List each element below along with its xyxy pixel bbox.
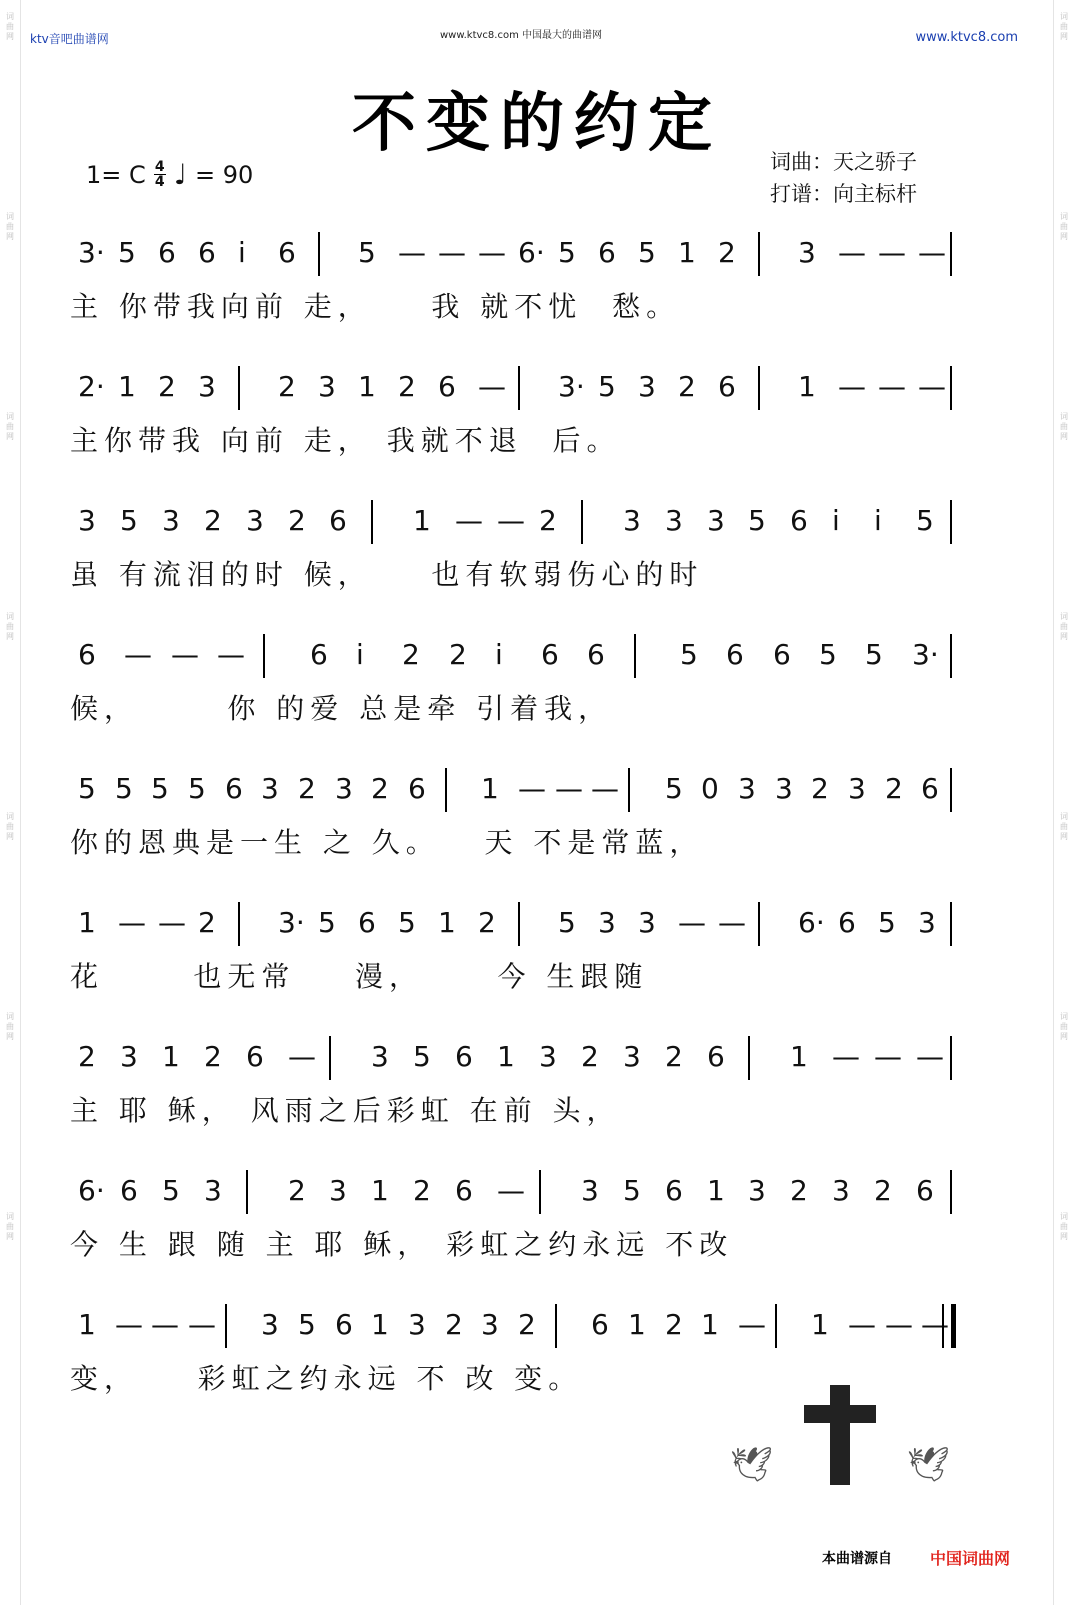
note: 3 (638, 906, 656, 939)
note: 2 (158, 370, 176, 403)
side-watermark: 词 曲 网 (6, 612, 14, 641)
note: 3 (335, 772, 353, 805)
note: 2 (298, 772, 316, 805)
note: 3 (581, 1174, 599, 1207)
note: 2 (518, 1308, 536, 1341)
note: 2· (78, 370, 105, 403)
note: 3 (198, 370, 216, 403)
note: — (921, 1308, 949, 1341)
note: 1 (798, 370, 816, 403)
note: 6 (790, 504, 808, 537)
note: 2 (718, 236, 736, 269)
dove-icon: 🕊 (730, 1445, 774, 1485)
note: — (118, 906, 146, 939)
side-watermark: 词 曲 网 (1060, 1212, 1068, 1241)
side-watermark: 词 曲 网 (6, 1212, 14, 1241)
header-tagline: www.ktvc8.com 中国最大的曲谱网 (440, 30, 603, 41)
note: — (838, 370, 866, 403)
note: 1 (438, 906, 456, 939)
bar-line (775, 1304, 777, 1348)
bar-line (950, 634, 952, 678)
score-line (70, 892, 970, 1002)
note: 5 (865, 638, 883, 671)
lyrics-row: 虽 有流泪的时 候， 也有软弱伤心的时 (70, 558, 704, 591)
note: 6 (921, 772, 939, 805)
note: 2 (78, 1040, 96, 1073)
note: — (518, 772, 546, 805)
note: 2 (288, 1174, 306, 1207)
bar-line (628, 768, 630, 812)
lyrics-music-credit: 词曲：天之骄子 (770, 150, 917, 174)
lyrics-row: 变， 彩虹之约永远 不 改 变。 (70, 1362, 583, 1395)
note: 5 (115, 772, 133, 805)
note: 5 (318, 906, 336, 939)
note: 5 (638, 236, 656, 269)
bar-line (225, 1304, 227, 1348)
note: — (591, 772, 619, 805)
notation-row (70, 1026, 970, 1086)
note: 5 (916, 504, 934, 537)
bar-line (748, 1036, 750, 1080)
note: i (356, 638, 364, 671)
note: 6 (310, 638, 328, 671)
note: 3 (848, 772, 866, 805)
note: 6 (707, 1040, 725, 1073)
bar-line (758, 366, 760, 410)
note: 3 (775, 772, 793, 805)
note: — (678, 906, 706, 939)
note: 6 (587, 638, 605, 671)
score-line (70, 624, 970, 734)
note: 3 (162, 504, 180, 537)
cross-icon (830, 1385, 850, 1485)
note: i (238, 236, 246, 269)
note: — (918, 236, 946, 269)
note: 1 (78, 906, 96, 939)
note: 2 (198, 906, 216, 939)
notation-row (70, 490, 970, 550)
bar-line (539, 1170, 541, 1214)
note: — (124, 638, 152, 671)
note: 6· (78, 1174, 105, 1207)
note: 6 (78, 638, 96, 671)
note: 2 (288, 504, 306, 537)
note: 5 (598, 370, 616, 403)
notation-row (70, 758, 970, 818)
note: 5 (665, 772, 683, 805)
note: — (288, 1040, 316, 1073)
note: 3 (329, 1174, 347, 1207)
quarter-note-icon: ♩ (173, 158, 187, 191)
bar-line (950, 902, 952, 946)
note: 3· (78, 236, 105, 269)
note: 3 (204, 1174, 222, 1207)
note: 3 (638, 370, 656, 403)
note: 1 (497, 1040, 515, 1073)
note: 6 (916, 1174, 934, 1207)
bar-line (445, 768, 447, 812)
note: 2 (445, 1308, 463, 1341)
lyrics-row: 候， 你 的爱 总是牵 引着我， (70, 692, 613, 725)
note: 5 (120, 504, 138, 537)
note: 6 (358, 906, 376, 939)
bar-line (518, 366, 520, 410)
footer-source-label: 本曲谱源自 (822, 1551, 892, 1567)
side-watermark: 词 曲 网 (6, 812, 14, 841)
bar-line (950, 1036, 952, 1080)
note: 3 (261, 1308, 279, 1341)
note: — (885, 1308, 913, 1341)
note: 6 (718, 370, 736, 403)
note: 1 (162, 1040, 180, 1073)
score-line (70, 490, 970, 600)
note: — (832, 1040, 860, 1073)
notation-row (70, 892, 970, 952)
header-site-name[interactable]: ktv音吧曲谱网 (30, 32, 109, 46)
notation-row (70, 356, 970, 416)
note: 3 (918, 906, 936, 939)
note: — (188, 1308, 216, 1341)
note: 1 (628, 1308, 646, 1341)
right-watermark-strip (1053, 0, 1074, 1605)
note: 3 (832, 1174, 850, 1207)
note: — (478, 236, 506, 269)
bar-line (758, 232, 760, 276)
note: 3 (623, 1040, 641, 1073)
credits (770, 146, 917, 210)
note: — (916, 1040, 944, 1073)
note: 0 (701, 772, 719, 805)
note: 2 (449, 638, 467, 671)
note: 6 (329, 504, 347, 537)
note: 6 (198, 236, 216, 269)
note: 3· (912, 638, 939, 671)
note: 6 (591, 1308, 609, 1341)
note: 3 (707, 504, 725, 537)
notation-row (70, 222, 970, 282)
note: 2 (874, 1174, 892, 1207)
note: 2 (581, 1040, 599, 1073)
note: 5 (878, 906, 896, 939)
bar-line (371, 500, 373, 544)
note: 2 (278, 370, 296, 403)
note: — (838, 236, 866, 269)
cross-bar (804, 1405, 876, 1423)
note: 5 (151, 772, 169, 805)
note: 6 (120, 1174, 138, 1207)
note: 2 (678, 370, 696, 403)
side-watermark: 词 曲 网 (1060, 212, 1068, 241)
note: 2 (371, 772, 389, 805)
note: 3 (246, 504, 264, 537)
note: — (497, 1174, 525, 1207)
lyrics-row: 主 耶 稣， 风雨之后彩虹 在前 头， (70, 1094, 621, 1127)
note: 3 (623, 504, 641, 537)
side-watermark: 词 曲 网 (1060, 612, 1068, 641)
lyrics-row: 主 你带我向前 走， 我 就不忧 愁。 (70, 290, 681, 323)
notation-row (70, 1160, 970, 1220)
bar-line (246, 1170, 248, 1214)
note: 3 (665, 504, 683, 537)
bar-line (329, 1036, 331, 1080)
note: 2 (204, 1040, 222, 1073)
note: 5 (298, 1308, 316, 1341)
note: 6· (798, 906, 825, 939)
bar-line (238, 902, 240, 946)
note: i (874, 504, 882, 537)
note: 2 (665, 1040, 683, 1073)
note: 3 (598, 906, 616, 939)
footer-source-name[interactable]: 中国词曲网 (930, 1549, 1011, 1568)
note: 5 (680, 638, 698, 671)
bar-line (318, 232, 320, 276)
note: 6 (838, 906, 856, 939)
note: — (398, 236, 426, 269)
note: — (115, 1308, 143, 1341)
note: 1 (790, 1040, 808, 1073)
note: — (171, 638, 199, 671)
note: 3 (481, 1308, 499, 1341)
note: 1 (481, 772, 499, 805)
lyrics-row: 花 也无常 漫， 今 生跟随 (70, 960, 649, 993)
dove-icon: 🕊 (906, 1445, 950, 1485)
note: 1 (413, 504, 431, 537)
note: 2 (539, 504, 557, 537)
note: — (555, 772, 583, 805)
note: — (874, 1040, 902, 1073)
tempo-value: = 90 (194, 160, 254, 189)
score-line (70, 356, 970, 466)
note: 3 (408, 1308, 426, 1341)
note: 2 (811, 772, 829, 805)
key-sig-text: 1= C (86, 160, 146, 189)
side-watermark: 词 曲 网 (1060, 412, 1068, 441)
note: 5 (358, 236, 376, 269)
note: 3 (748, 1174, 766, 1207)
note: 2 (665, 1308, 683, 1341)
note: — (738, 1308, 766, 1341)
note: 1 (371, 1308, 389, 1341)
bar-line (581, 500, 583, 544)
note: 3· (558, 370, 585, 403)
note: 3 (798, 236, 816, 269)
bar-line (950, 366, 952, 410)
note: — (918, 370, 946, 403)
note: 1 (118, 370, 136, 403)
note: 1 (358, 370, 376, 403)
note: 5 (558, 236, 576, 269)
note: 3· (278, 906, 305, 939)
header-site-url[interactable]: www.ktvc8.com (915, 30, 1018, 45)
note: 2 (402, 638, 420, 671)
notation-row (70, 624, 970, 684)
note: 6 (158, 236, 176, 269)
note: 6 (598, 236, 616, 269)
note: 1 (811, 1308, 829, 1341)
side-watermark: 词 曲 网 (6, 412, 14, 441)
lyrics-row: 你的恩典是一生 之 久。 天 不是常蓝， (70, 826, 704, 859)
note: 6 (455, 1174, 473, 1207)
side-watermark: 词 曲 网 (6, 1012, 14, 1041)
transcriber-credit: 打谱：向主标杆 (770, 182, 917, 206)
lyrics-row: 主你带我 向前 走， 我就不退 后。 (70, 424, 621, 457)
note: 6 (335, 1308, 353, 1341)
side-watermark: 词 曲 网 (6, 12, 14, 41)
cross-illustration (720, 1385, 960, 1495)
note: 2 (478, 906, 496, 939)
score-line (70, 222, 970, 332)
song-title: 不变的约定 (352, 86, 722, 161)
note: — (878, 236, 906, 269)
note: 5 (819, 638, 837, 671)
note: i (495, 638, 503, 671)
bar-line (950, 500, 952, 544)
note: 1 (678, 236, 696, 269)
note: 5 (398, 906, 416, 939)
meter-top: 4 (154, 159, 165, 175)
note: 5 (558, 906, 576, 939)
note: — (158, 906, 186, 939)
side-watermark: 词 曲 网 (6, 212, 14, 241)
bar-line (950, 768, 952, 812)
note: 6 (455, 1040, 473, 1073)
note: i (832, 504, 840, 537)
bar-line (950, 1170, 952, 1214)
score-line (70, 1160, 970, 1270)
note: 2 (398, 370, 416, 403)
notation-row (70, 1294, 970, 1354)
note: 6 (773, 638, 791, 671)
note: 1 (371, 1174, 389, 1207)
note: 6 (408, 772, 426, 805)
note: — (478, 370, 506, 403)
bar-line (950, 232, 952, 276)
note: 3 (371, 1040, 389, 1073)
note: 2 (204, 504, 222, 537)
side-watermark: 词 曲 网 (1060, 812, 1068, 841)
bar-line (634, 634, 636, 678)
note: — (878, 370, 906, 403)
lyrics-row: 今 生 跟 随 主 耶 稣， 彩虹之约永远 不改 (70, 1228, 734, 1261)
time-signature (154, 160, 166, 189)
left-watermark-strip (0, 0, 21, 1605)
note: 1 (78, 1308, 96, 1341)
note: 5 (748, 504, 766, 537)
note: — (848, 1308, 876, 1341)
note: 6· (518, 236, 545, 269)
note: 5 (623, 1174, 641, 1207)
bar-line (758, 902, 760, 946)
note: 6 (541, 638, 559, 671)
note: 2 (885, 772, 903, 805)
note: 3 (539, 1040, 557, 1073)
side-watermark: 词 曲 网 (1060, 12, 1068, 41)
note: 5 (118, 236, 136, 269)
note: 6 (225, 772, 243, 805)
side-watermark: 词 曲 网 (1060, 1012, 1068, 1041)
note: 3 (318, 370, 336, 403)
note: 3 (738, 772, 756, 805)
note: 6 (246, 1040, 264, 1073)
score-line (70, 758, 970, 868)
bar-line (518, 902, 520, 946)
note: — (718, 906, 746, 939)
note: 6 (438, 370, 456, 403)
note: 6 (278, 236, 296, 269)
note: 3 (261, 772, 279, 805)
note: 3 (78, 504, 96, 537)
key-signature (86, 158, 253, 191)
note: — (438, 236, 466, 269)
note: 3 (120, 1040, 138, 1073)
bar-line (263, 634, 265, 678)
note: 6 (665, 1174, 683, 1207)
final-bar-line (942, 1304, 956, 1348)
note: 1 (707, 1174, 725, 1207)
meter-bottom: 4 (154, 174, 165, 190)
note: 2 (790, 1174, 808, 1207)
note: — (151, 1308, 179, 1341)
score-line (70, 1026, 970, 1136)
bar-line (238, 366, 240, 410)
note: — (455, 504, 483, 537)
note: 2 (413, 1174, 431, 1207)
note: 5 (162, 1174, 180, 1207)
note: — (217, 638, 245, 671)
note: 5 (413, 1040, 431, 1073)
note: 1 (701, 1308, 719, 1341)
note: 5 (188, 772, 206, 805)
note: — (497, 504, 525, 537)
note: 5 (78, 772, 96, 805)
bar-line (555, 1304, 557, 1348)
note: 6 (726, 638, 744, 671)
